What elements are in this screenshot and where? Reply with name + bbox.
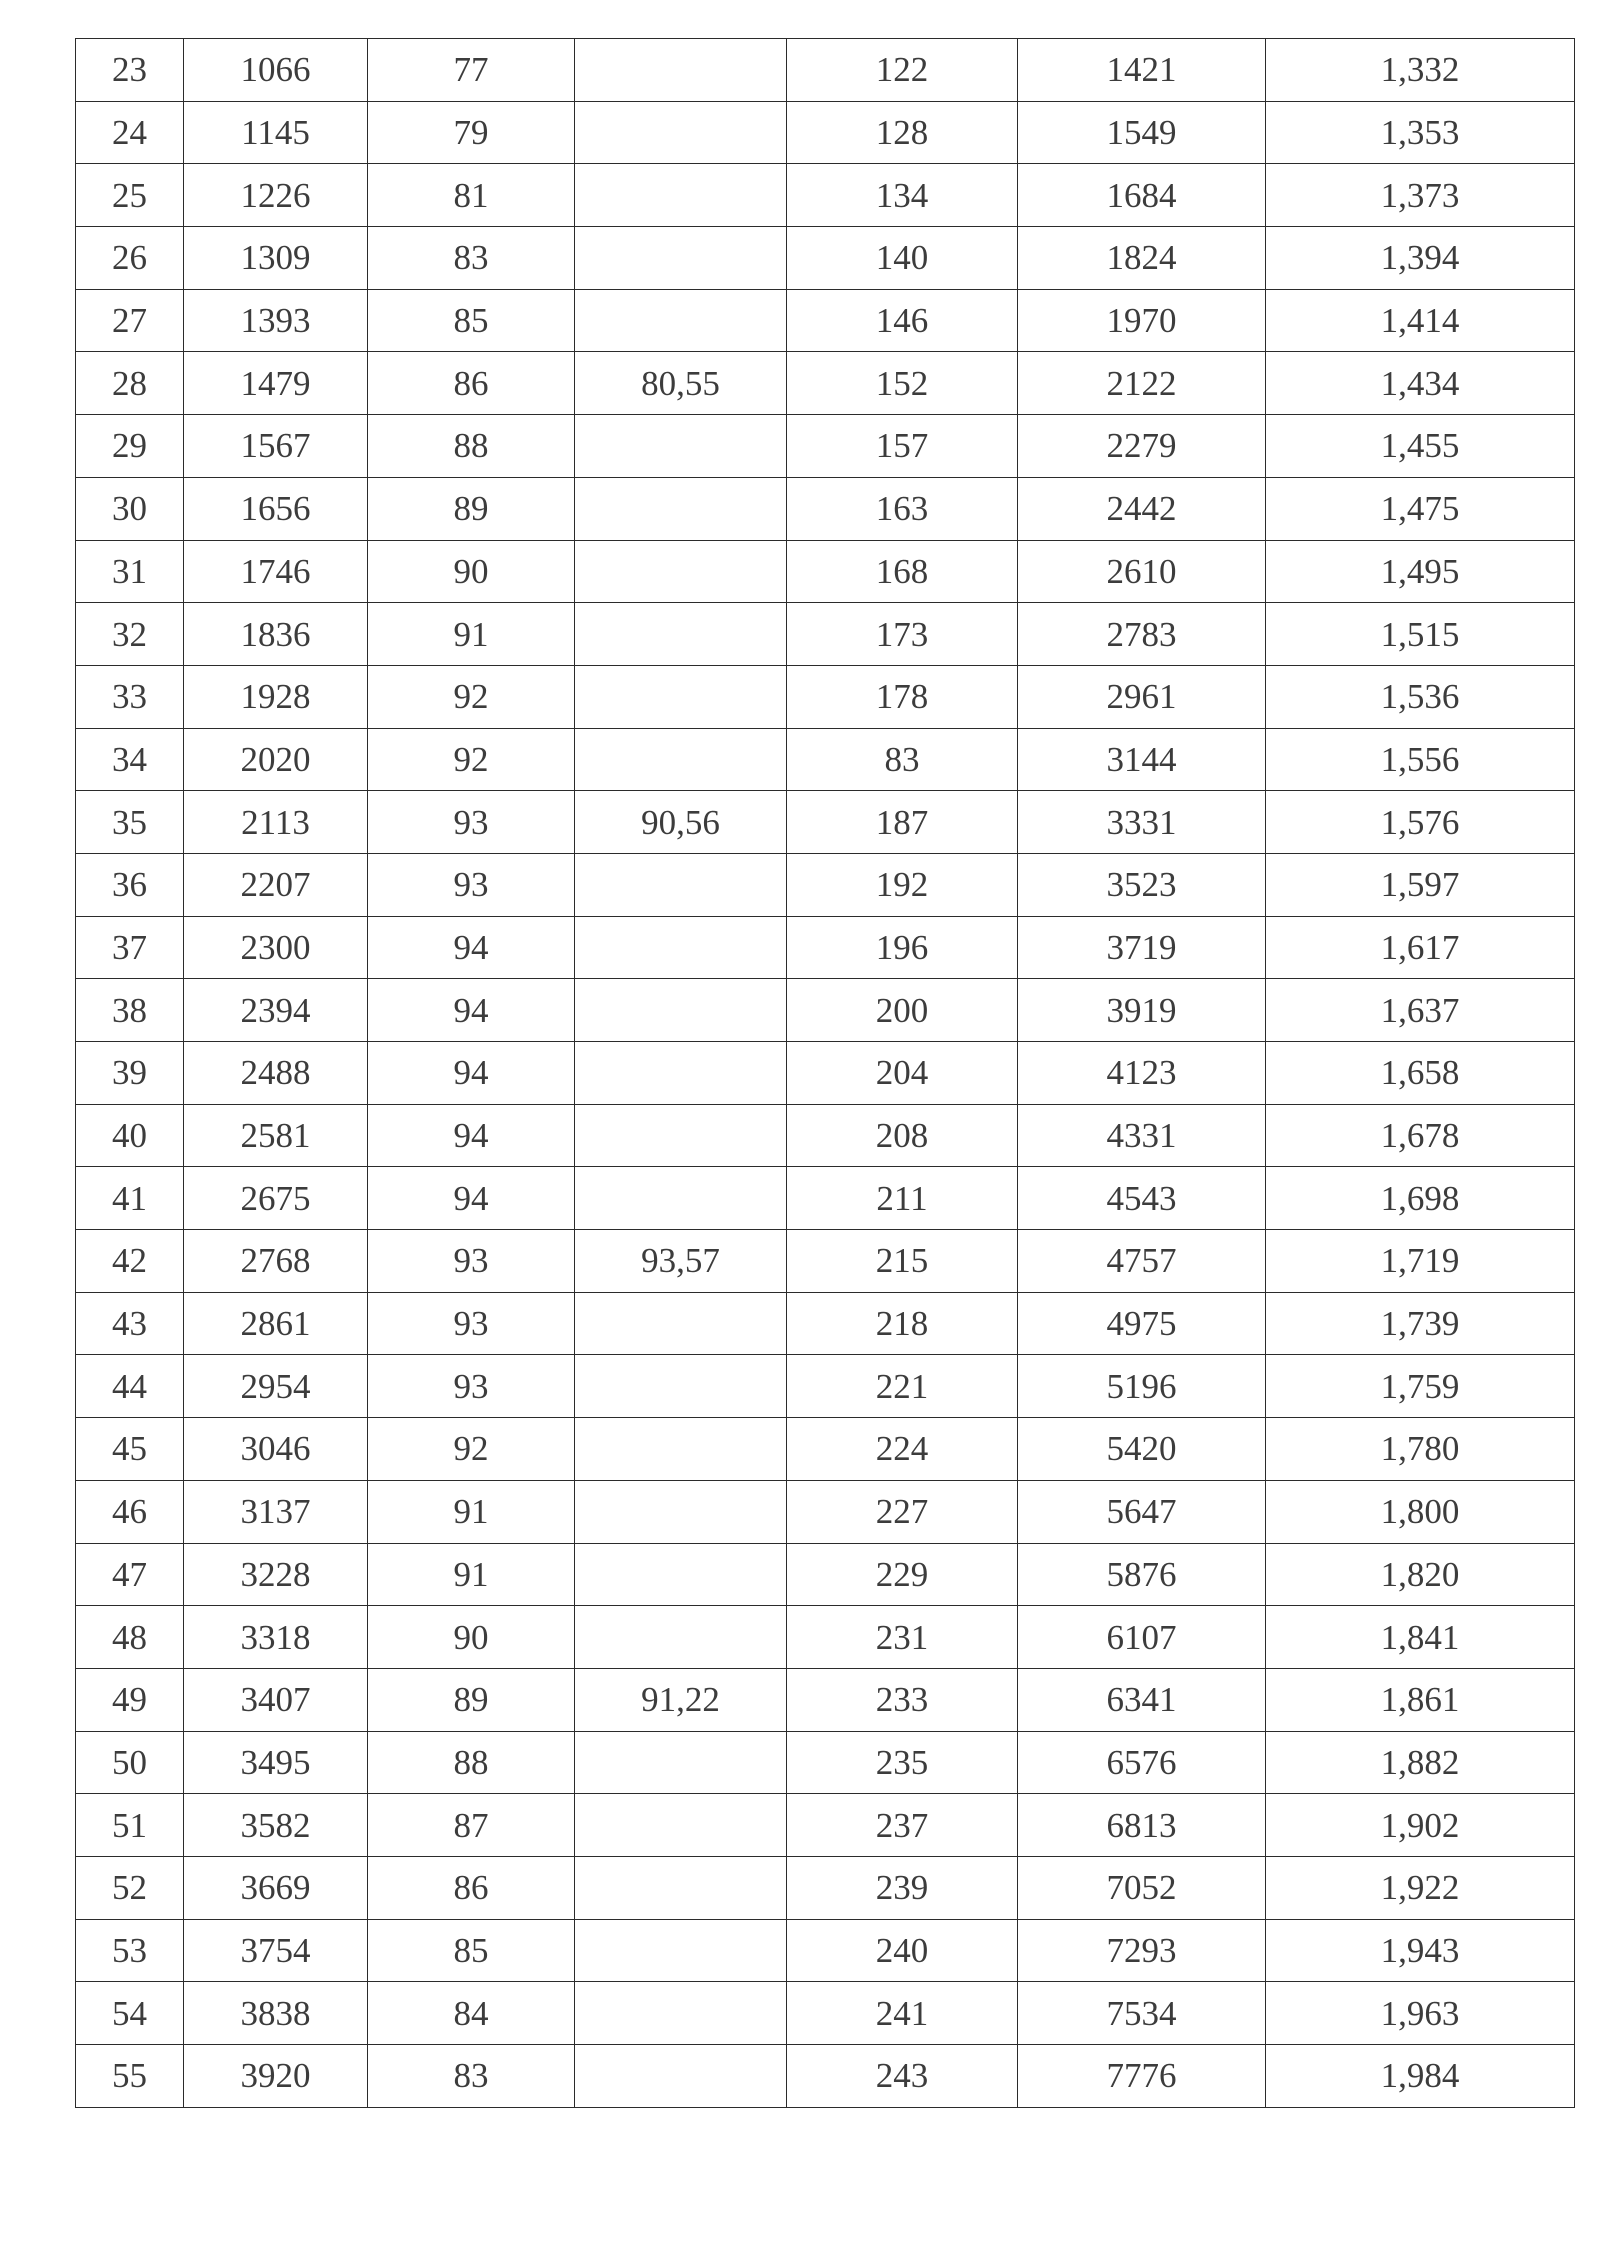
- table-cell-col-4: [575, 1731, 787, 1794]
- table-cell-col-5: 200: [787, 979, 1018, 1042]
- table-cell-col-2: 1393: [184, 289, 368, 352]
- table-cell-col-4: [575, 1480, 787, 1543]
- table-cell-col-6: 7293: [1018, 1919, 1266, 1982]
- table-cell-col-2: 2207: [184, 853, 368, 916]
- table-cell-col-2: 1309: [184, 227, 368, 290]
- table-cell-col-7: 1,394: [1266, 227, 1575, 290]
- table-cell-col-4: [575, 1919, 787, 1982]
- table-row: [76, 979, 1575, 1042]
- table-cell-col-7: 1,495: [1266, 540, 1575, 603]
- table-cell-col-3: 85: [368, 289, 575, 352]
- table-cell-col-2: 3407: [184, 1668, 368, 1731]
- table-cell-col-5: 211: [787, 1167, 1018, 1230]
- table-cell-col-7: 1,800: [1266, 1480, 1575, 1543]
- table-cell-col-4: [575, 540, 787, 603]
- table-row: [76, 1543, 1575, 1606]
- table-cell-col-7: 1,414: [1266, 289, 1575, 352]
- table-cell-col-5: 218: [787, 1292, 1018, 1355]
- table-cell-col-7: 1,536: [1266, 665, 1575, 728]
- table-row: [76, 1919, 1575, 1982]
- table-row: [76, 1292, 1575, 1355]
- table-cell-col-6: 5647: [1018, 1480, 1266, 1543]
- table-cell-col-7: 1,658: [1266, 1042, 1575, 1105]
- table-cell-col-6: 2610: [1018, 540, 1266, 603]
- table-cell-col-2: 2768: [184, 1230, 368, 1293]
- table-cell-col-4: [575, 415, 787, 478]
- table-cell-col-6: 6341: [1018, 1668, 1266, 1731]
- table-cell-col-7: 1,759: [1266, 1355, 1575, 1418]
- table-cell-col-6: 6107: [1018, 1606, 1266, 1669]
- table-row: [76, 352, 1575, 415]
- table-cell-col-5: 122: [787, 39, 1018, 102]
- table-cell-col-6: 5420: [1018, 1418, 1266, 1481]
- table-cell-col-1: 37: [76, 916, 184, 979]
- table-cell-col-7: 1,556: [1266, 728, 1575, 791]
- table-cell-col-1: 44: [76, 1355, 184, 1418]
- table-cell-col-2: 1226: [184, 164, 368, 227]
- table-row: [76, 1480, 1575, 1543]
- table-cell-col-4: [575, 1042, 787, 1105]
- table-cell-col-3: 86: [368, 352, 575, 415]
- table-cell-col-6: 1824: [1018, 227, 1266, 290]
- table-cell-col-2: 2488: [184, 1042, 368, 1105]
- table-cell-col-6: 3331: [1018, 791, 1266, 854]
- table-cell-col-3: 93: [368, 791, 575, 854]
- table-cell-col-3: 94: [368, 979, 575, 1042]
- table-cell-col-4: [575, 979, 787, 1042]
- table-cell-col-7: 1,963: [1266, 1982, 1575, 2045]
- table-cell-col-7: 1,739: [1266, 1292, 1575, 1355]
- table-cell-col-7: 1,882: [1266, 1731, 1575, 1794]
- table-cell-col-5: 235: [787, 1731, 1018, 1794]
- table-cell-col-6: 7776: [1018, 2045, 1266, 2108]
- table-cell-col-1: 40: [76, 1104, 184, 1167]
- table-cell-col-5: 178: [787, 665, 1018, 728]
- table-cell-col-2: 2300: [184, 916, 368, 979]
- table-cell-col-3: 93: [368, 1292, 575, 1355]
- table-cell-col-2: 3495: [184, 1731, 368, 1794]
- table-row: [76, 1856, 1575, 1919]
- table-cell-col-6: 4331: [1018, 1104, 1266, 1167]
- table-cell-col-5: 173: [787, 603, 1018, 666]
- table-cell-col-4: [575, 603, 787, 666]
- table-cell-col-7: 1,841: [1266, 1606, 1575, 1669]
- table-body: [76, 39, 1575, 2108]
- table-cell-col-6: 1970: [1018, 289, 1266, 352]
- data-table: [75, 38, 1575, 2108]
- table-cell-col-1: 28: [76, 352, 184, 415]
- table-cell-col-3: 91: [368, 1480, 575, 1543]
- table-cell-col-5: 196: [787, 916, 1018, 979]
- table-cell-col-4: 90,56: [575, 791, 787, 854]
- table-cell-col-1: 49: [76, 1668, 184, 1731]
- table-cell-col-2: 3754: [184, 1919, 368, 1982]
- table-cell-col-7: 1,698: [1266, 1167, 1575, 1230]
- table-row: [76, 1167, 1575, 1230]
- table-cell-col-5: 208: [787, 1104, 1018, 1167]
- table-cell-col-1: 27: [76, 289, 184, 352]
- table-cell-col-3: 89: [368, 1668, 575, 1731]
- table-cell-col-4: 80,55: [575, 352, 787, 415]
- table-cell-col-2: 3318: [184, 1606, 368, 1669]
- table-row: [76, 289, 1575, 352]
- table-cell-col-7: 1,332: [1266, 39, 1575, 102]
- table-cell-col-4: [575, 477, 787, 540]
- table-row: [76, 728, 1575, 791]
- table-cell-col-4: [575, 1543, 787, 1606]
- table-cell-col-7: 1,820: [1266, 1543, 1575, 1606]
- table-cell-col-5: 237: [787, 1794, 1018, 1857]
- table-row: [76, 1606, 1575, 1669]
- table-row: [76, 2045, 1575, 2108]
- table-cell-col-2: 2113: [184, 791, 368, 854]
- table-cell-col-3: 86: [368, 1856, 575, 1919]
- table-cell-col-6: 1684: [1018, 164, 1266, 227]
- table-cell-col-3: 87: [368, 1794, 575, 1857]
- table-cell-col-3: 94: [368, 1104, 575, 1167]
- table-cell-col-1: 45: [76, 1418, 184, 1481]
- table-cell-col-7: 1,515: [1266, 603, 1575, 666]
- table-cell-col-1: 25: [76, 164, 184, 227]
- table-cell-col-1: 47: [76, 1543, 184, 1606]
- table-row: [76, 1982, 1575, 2045]
- table-row: [76, 916, 1575, 979]
- table-cell-col-4: [575, 2045, 787, 2108]
- table-cell-col-1: 31: [76, 540, 184, 603]
- table-cell-col-3: 79: [368, 101, 575, 164]
- table-cell-col-1: 42: [76, 1230, 184, 1293]
- table-cell-col-7: 1,353: [1266, 101, 1575, 164]
- table-cell-col-7: 1,719: [1266, 1230, 1575, 1293]
- table-row: [76, 853, 1575, 916]
- table-cell-col-3: 83: [368, 227, 575, 290]
- table-cell-col-4: 91,22: [575, 1668, 787, 1731]
- table-row: [76, 415, 1575, 478]
- table-cell-col-7: 1,576: [1266, 791, 1575, 854]
- table-cell-col-5: 241: [787, 1982, 1018, 2045]
- table-cell-col-7: 1,678: [1266, 1104, 1575, 1167]
- table-row: [76, 540, 1575, 603]
- table-cell-col-5: 187: [787, 791, 1018, 854]
- table-cell-col-6: 4123: [1018, 1042, 1266, 1105]
- table-cell-col-6: 5196: [1018, 1355, 1266, 1418]
- table-cell-col-5: 243: [787, 2045, 1018, 2108]
- table-cell-col-3: 89: [368, 477, 575, 540]
- table-cell-col-3: 92: [368, 665, 575, 728]
- table-cell-col-4: [575, 1606, 787, 1669]
- table-cell-col-1: 32: [76, 603, 184, 666]
- table-cell-col-4: [575, 1856, 787, 1919]
- table-row: [76, 1042, 1575, 1105]
- table-cell-col-3: 92: [368, 728, 575, 791]
- table-cell-col-2: 1928: [184, 665, 368, 728]
- table-cell-col-3: 91: [368, 1543, 575, 1606]
- table-cell-col-3: 84: [368, 1982, 575, 2045]
- table-cell-col-6: 2783: [1018, 603, 1266, 666]
- table-row: [76, 1230, 1575, 1293]
- table-cell-col-3: 81: [368, 164, 575, 227]
- table-cell-col-6: 3719: [1018, 916, 1266, 979]
- table-cell-col-6: 1421: [1018, 39, 1266, 102]
- table-cell-col-5: 240: [787, 1919, 1018, 1982]
- table-cell-col-3: 93: [368, 1230, 575, 1293]
- table-cell-col-2: 2581: [184, 1104, 368, 1167]
- table-cell-col-3: 93: [368, 1355, 575, 1418]
- table-cell-col-7: 1,637: [1266, 979, 1575, 1042]
- table-cell-col-5: 134: [787, 164, 1018, 227]
- table-cell-col-3: 83: [368, 2045, 575, 2108]
- table-row: [76, 101, 1575, 164]
- table-cell-col-4: [575, 1355, 787, 1418]
- table-cell-col-4: [575, 1418, 787, 1481]
- table-cell-col-5: 227: [787, 1480, 1018, 1543]
- table-cell-col-4: [575, 916, 787, 979]
- table-cell-col-2: 1479: [184, 352, 368, 415]
- table-cell-col-5: 229: [787, 1543, 1018, 1606]
- table-cell-col-6: 4757: [1018, 1230, 1266, 1293]
- table-cell-col-6: 6813: [1018, 1794, 1266, 1857]
- table-cell-col-6: 2122: [1018, 352, 1266, 415]
- table-row: [76, 1355, 1575, 1418]
- table-cell-col-3: 91: [368, 603, 575, 666]
- table-cell-col-1: 46: [76, 1480, 184, 1543]
- table-cell-col-6: 4543: [1018, 1167, 1266, 1230]
- table-cell-col-5: 231: [787, 1606, 1018, 1669]
- table-row: [76, 227, 1575, 290]
- table-cell-col-3: 88: [368, 415, 575, 478]
- table-cell-col-1: 29: [76, 415, 184, 478]
- table-cell-col-4: [575, 1794, 787, 1857]
- table-cell-col-5: 204: [787, 1042, 1018, 1105]
- table-cell-col-2: 3137: [184, 1480, 368, 1543]
- table-cell-col-4: [575, 853, 787, 916]
- table-cell-col-7: 1,922: [1266, 1856, 1575, 1919]
- table-cell-col-1: 35: [76, 791, 184, 854]
- table-row: [76, 1418, 1575, 1481]
- table-cell-col-7: 1,780: [1266, 1418, 1575, 1481]
- table-cell-col-7: 1,597: [1266, 853, 1575, 916]
- table-cell-col-5: 157: [787, 415, 1018, 478]
- table-cell-col-5: 221: [787, 1355, 1018, 1418]
- table-cell-col-6: 2279: [1018, 415, 1266, 478]
- table-cell-col-1: 26: [76, 227, 184, 290]
- table-cell-col-2: 2020: [184, 728, 368, 791]
- table-cell-col-3: 88: [368, 1731, 575, 1794]
- table-cell-col-1: 50: [76, 1731, 184, 1794]
- table-cell-col-4: 93,57: [575, 1230, 787, 1293]
- table-cell-col-4: [575, 1982, 787, 2045]
- table-cell-col-5: 163: [787, 477, 1018, 540]
- table-cell-col-2: 1656: [184, 477, 368, 540]
- table-cell-col-5: 215: [787, 1230, 1018, 1293]
- table-cell-col-2: 2394: [184, 979, 368, 1042]
- table-row: [76, 1668, 1575, 1731]
- table-cell-col-4: [575, 665, 787, 728]
- table-cell-col-1: 24: [76, 101, 184, 164]
- table-cell-col-1: 55: [76, 2045, 184, 2108]
- table-cell-col-3: 77: [368, 39, 575, 102]
- table-cell-col-7: 1,984: [1266, 2045, 1575, 2108]
- table-cell-col-1: 34: [76, 728, 184, 791]
- table-cell-col-1: 38: [76, 979, 184, 1042]
- table-cell-col-5: 233: [787, 1668, 1018, 1731]
- table-cell-col-1: 52: [76, 1856, 184, 1919]
- table-cell-col-2: 1746: [184, 540, 368, 603]
- table-cell-col-6: 4975: [1018, 1292, 1266, 1355]
- table-cell-col-7: 1,373: [1266, 164, 1575, 227]
- table-cell-col-3: 94: [368, 1042, 575, 1105]
- table-row: [76, 603, 1575, 666]
- table-cell-col-5: 224: [787, 1418, 1018, 1481]
- table-cell-col-7: 1,617: [1266, 916, 1575, 979]
- table-cell-col-2: 3228: [184, 1543, 368, 1606]
- table-cell-col-6: 5876: [1018, 1543, 1266, 1606]
- table-cell-col-2: 1066: [184, 39, 368, 102]
- table-row: [76, 1104, 1575, 1167]
- table-row: [76, 1731, 1575, 1794]
- table-row: [76, 477, 1575, 540]
- table-cell-col-2: 1567: [184, 415, 368, 478]
- table-cell-col-5: 192: [787, 853, 1018, 916]
- table-cell-col-6: 2961: [1018, 665, 1266, 728]
- table-row: [76, 791, 1575, 854]
- table-cell-col-1: 23: [76, 39, 184, 102]
- table-cell-col-4: [575, 101, 787, 164]
- table-cell-col-2: 3582: [184, 1794, 368, 1857]
- table-cell-col-3: 93: [368, 853, 575, 916]
- table-cell-col-7: 1,861: [1266, 1668, 1575, 1731]
- table-cell-col-4: [575, 1292, 787, 1355]
- table-cell-col-2: 3920: [184, 2045, 368, 2108]
- table-cell-col-4: [575, 227, 787, 290]
- table-cell-col-7: 1,943: [1266, 1919, 1575, 1982]
- table-cell-col-6: 1549: [1018, 101, 1266, 164]
- table-cell-col-5: 128: [787, 101, 1018, 164]
- table-cell-col-1: 36: [76, 853, 184, 916]
- table-cell-col-4: [575, 289, 787, 352]
- table-cell-col-1: 39: [76, 1042, 184, 1105]
- table-cell-col-6: 2442: [1018, 477, 1266, 540]
- table-row: [76, 164, 1575, 227]
- table-cell-col-4: [575, 728, 787, 791]
- table-cell-col-3: 90: [368, 540, 575, 603]
- table-cell-col-3: 85: [368, 1919, 575, 1982]
- table-cell-col-5: 168: [787, 540, 1018, 603]
- table-cell-col-6: 7534: [1018, 1982, 1266, 2045]
- table-cell-col-3: 94: [368, 1167, 575, 1230]
- table-cell-col-6: 3919: [1018, 979, 1266, 1042]
- table-row: [76, 39, 1575, 102]
- table-cell-col-2: 2675: [184, 1167, 368, 1230]
- table-cell-col-4: [575, 1104, 787, 1167]
- table-cell-col-5: 140: [787, 227, 1018, 290]
- table-cell-col-3: 90: [368, 1606, 575, 1669]
- table-cell-col-7: 1,455: [1266, 415, 1575, 478]
- table-cell-col-1: 48: [76, 1606, 184, 1669]
- table-cell-col-1: 43: [76, 1292, 184, 1355]
- table-cell-col-1: 30: [76, 477, 184, 540]
- table-cell-col-1: 51: [76, 1794, 184, 1857]
- table-cell-col-6: 3144: [1018, 728, 1266, 791]
- table-cell-col-1: 33: [76, 665, 184, 728]
- table-cell-col-6: 6576: [1018, 1731, 1266, 1794]
- table-cell-col-2: 2861: [184, 1292, 368, 1355]
- table-cell-col-1: 41: [76, 1167, 184, 1230]
- table-row: [76, 1794, 1575, 1857]
- table-cell-col-7: 1,475: [1266, 477, 1575, 540]
- table-cell-col-5: 152: [787, 352, 1018, 415]
- table-cell-col-2: 1145: [184, 101, 368, 164]
- table-row: [76, 665, 1575, 728]
- table-cell-col-7: 1,902: [1266, 1794, 1575, 1857]
- table-cell-col-6: 7052: [1018, 1856, 1266, 1919]
- table-cell-col-3: 94: [368, 916, 575, 979]
- table-cell-col-5: 146: [787, 289, 1018, 352]
- table-cell-col-2: 3838: [184, 1982, 368, 2045]
- table-cell-col-1: 54: [76, 1982, 184, 2045]
- table-cell-col-5: 239: [787, 1856, 1018, 1919]
- table-cell-col-2: 1836: [184, 603, 368, 666]
- table-cell-col-2: 3046: [184, 1418, 368, 1481]
- table-cell-col-5: 83: [787, 728, 1018, 791]
- table-cell-col-2: 2954: [184, 1355, 368, 1418]
- table-cell-col-6: 3523: [1018, 853, 1266, 916]
- table-cell-col-4: [575, 39, 787, 102]
- table-cell-col-1: 53: [76, 1919, 184, 1982]
- table-cell-col-4: [575, 164, 787, 227]
- table-cell-col-3: 92: [368, 1418, 575, 1481]
- table-cell-col-4: [575, 1167, 787, 1230]
- table-cell-col-2: 3669: [184, 1856, 368, 1919]
- table-cell-col-7: 1,434: [1266, 352, 1575, 415]
